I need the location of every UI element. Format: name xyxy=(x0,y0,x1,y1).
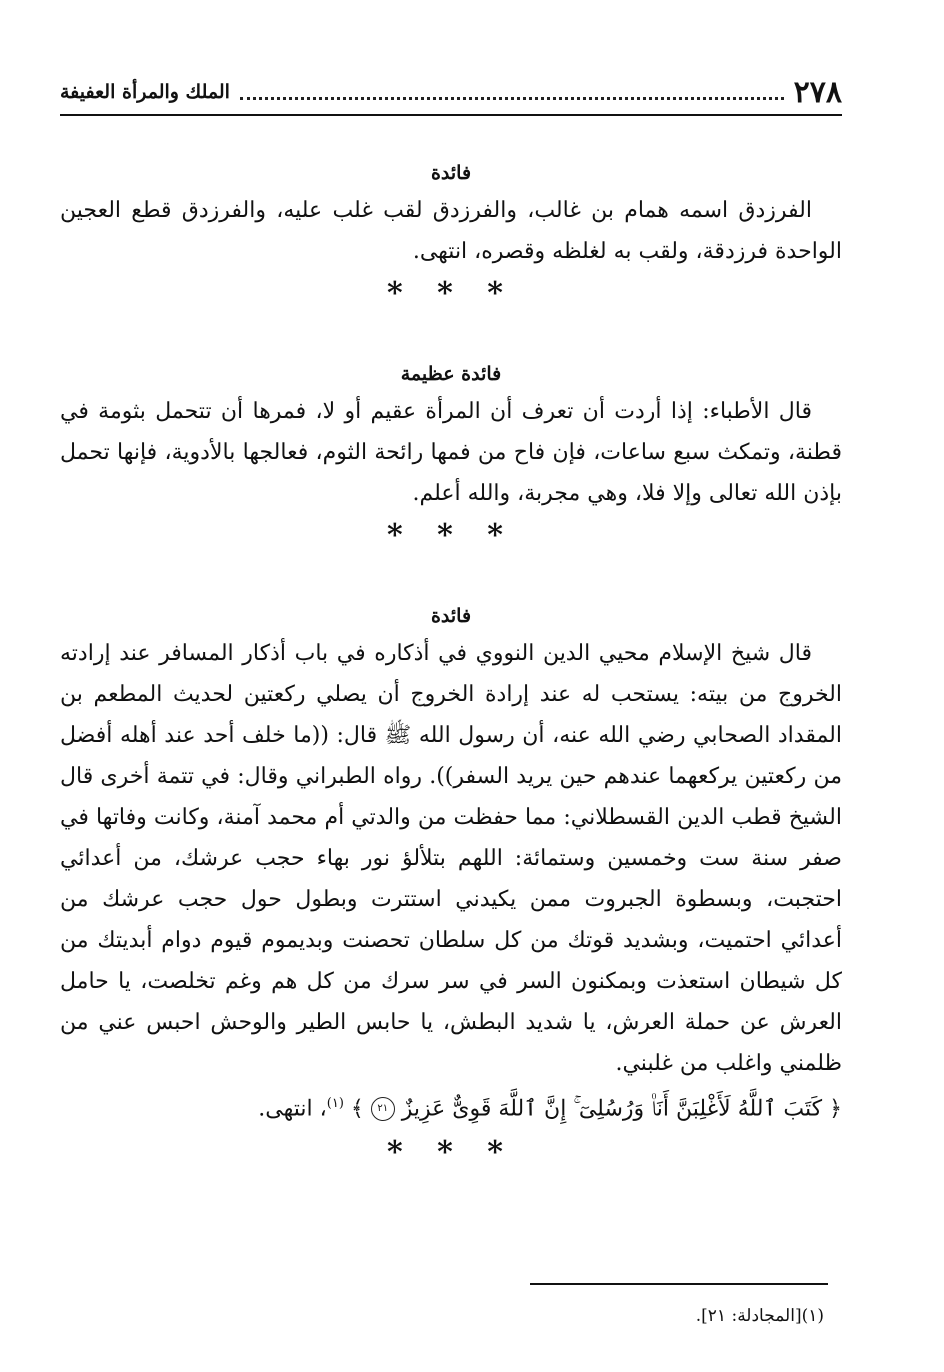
header-dotted-leader xyxy=(240,97,784,100)
ayah-open-bracket: ﴿ xyxy=(829,1096,842,1122)
section-title: فائدة xyxy=(430,605,472,627)
running-title: الملك والمرأة العفيفة xyxy=(60,81,230,103)
section-paragraph: قال شيخ الإسلام محيي الدين النووي في أذكاره في باب أذكار المسافر عند إرادته الخروج من بيته: يستحب له عند إرادة الخروج أن يصلي ركعتين لحديث المطعم بن المقداد الصحابي رضي الله عنه، أن رسول الله ﷺ قال: ((ما خلف أحد عند أهله أفضل من ركعتين يركعهما عندهم حين يريد السفر)). رواه الطبراني وقال: في تتمة أخرى قال الشيخ قطب الدين القسطلاني: مما حفظت من والدتي أم محمد آمنة، وكانت وفاتها في صفر سنة ست وخمسين وستمائة: اللهم بتلألؤ نور بهاء حجب عرشك، من أعدائي احتجبت، وبسطوة الجبروت ممن يكيدني استترت وبطول حول حجب عرشك من أعدائي احتميت، وبشديد قوتك من كل سلطان تحصنت وبديموم قيوم دوام أبديتك من كل شيطان استعذت وبمكنون السر في سر سرك من كل هم وغم تخلصت، يا حامل العرش عن حملة العرش، يا شديد البطش، يا حابس الطير والوحش احبس عني من ظلمني واغلب من غلبني. xyxy=(60,641,842,1076)
section-separator: * * * xyxy=(387,276,515,311)
ayah-trailing-text: ، انتهى. xyxy=(258,1096,327,1122)
section-title: فائدة عظيمة xyxy=(400,363,502,385)
footnote: (١)[المجادلة: ٢١]. xyxy=(695,1306,824,1326)
section-paragraph: قال الأطباء: إذا أردت أن تعرف أن المرأة عقيم أو لا، فمرها أن تتحمل بثومة في قطنة، وتمكث سبع ساعات، فإن فاح من فمها رائحة الثوم، فعالجها بالأدوية، فإنها تحمل بإذن الله تعالى وإلا فلا، وهي مجربة، والله أعلم. xyxy=(60,399,842,506)
section-separator: * * * xyxy=(387,518,515,553)
page-header xyxy=(60,70,842,116)
quran-verse-line xyxy=(60,1084,842,1129)
book-page xyxy=(60,70,842,1170)
section-separator: * * * xyxy=(387,1135,515,1171)
page-number: ٢٧٨ xyxy=(793,74,842,110)
ayah-number-marker: ٢١ xyxy=(371,1097,395,1121)
ayah-close-bracket: ﴾ xyxy=(350,1096,364,1122)
section-title: فائدة xyxy=(430,162,472,184)
section-paragraph: الفرزدق اسمه همام بن غالب، والفرزدق لقب غلب عليه، والفرزدق قطع العجين الواحدة فرزدقة، ولقب به لغلظه وقصره، انتهى. xyxy=(60,198,842,264)
ayah-text: كَتَبَ ٱللَّهُ لَأَغْلِبَنَّ أَنَا۠ وَرُسُلِىٓ ۚ إِنَّ ٱللَّهَ قَوِىٌّ عَزِيزٌ xyxy=(401,1096,823,1122)
footnote-divider xyxy=(530,1283,828,1285)
footnote-reference: (١) xyxy=(326,1096,344,1111)
